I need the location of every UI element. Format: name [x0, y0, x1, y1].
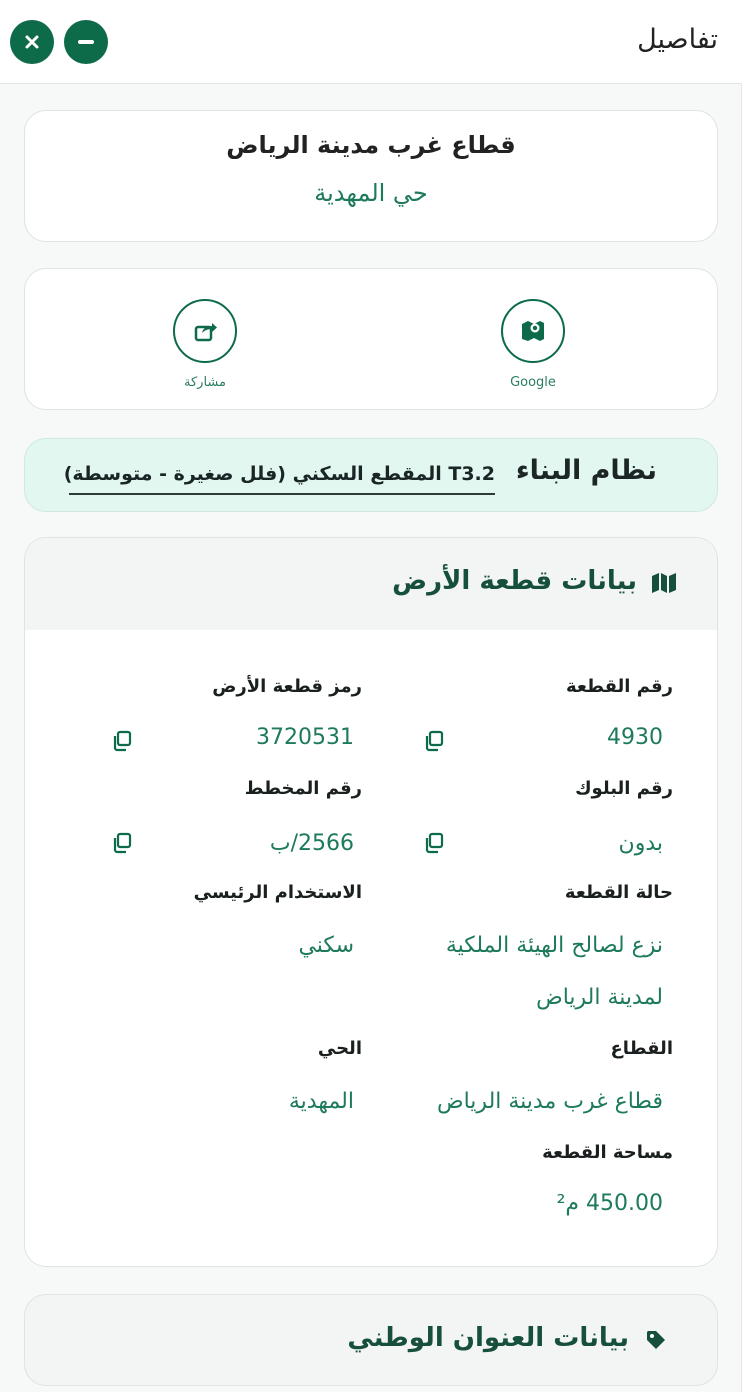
google-label: Google [510, 375, 556, 390]
land-data-title: بيانات قطعة الأرض [392, 566, 637, 596]
map-icon [651, 572, 677, 594]
copy-icon[interactable] [111, 730, 133, 752]
field-main-use [62, 882, 362, 903]
plan-number-value: 2566/ب [269, 831, 354, 856]
field-land-code [62, 676, 362, 697]
google-maps-ring [501, 299, 565, 363]
district-name: حي المهدية [314, 179, 428, 207]
field-label: رقم القطعة [565, 676, 673, 697]
share-label: مشاركة [184, 375, 226, 390]
building-system-value[interactable]: T3.2 المقطع السكني (فلل صغيرة - متوسطة) [69, 463, 495, 495]
field-label: الحي [317, 1038, 362, 1059]
field-label: الاستخدام الرئيسي [193, 882, 362, 903]
field-plot-status [383, 882, 673, 903]
sector-value: قطاع غرب مدينة الرياض [437, 1089, 663, 1114]
national-address-card[interactable] [24, 1294, 718, 1386]
field-label: حالة القطعة [564, 882, 673, 903]
tag-icon [645, 1329, 667, 1351]
share-icon [191, 317, 219, 345]
plot-status-value-line1: نزع لصالح الهيئة الملكية [445, 933, 663, 958]
land-code-value: 3720531 [256, 725, 354, 750]
minimize-icon [78, 40, 94, 44]
share-ring [173, 299, 237, 363]
copy-icon[interactable] [423, 730, 445, 752]
field-sector-value [353, 1076, 663, 1128]
building-system-bar [24, 438, 718, 512]
field-label: رقم البلوك [575, 778, 673, 799]
national-address-title: بيانات العنوان الوطني [347, 1323, 629, 1353]
panel-header [0, 0, 742, 84]
copy-icon[interactable] [111, 832, 133, 854]
field-district [62, 1038, 362, 1059]
copy-icon[interactable] [423, 832, 445, 854]
field-main-use-value [74, 920, 354, 972]
map-icon [519, 317, 547, 345]
field-area-value [383, 1178, 663, 1230]
field-plan-number [62, 778, 362, 799]
close-button[interactable] [10, 20, 54, 64]
land-data-header[interactable] [25, 538, 717, 630]
land-data-card [24, 537, 718, 1267]
plot-status-value-line2: لمدينة الرياض [536, 985, 663, 1010]
district-value: المهدية [288, 1089, 354, 1114]
field-area [383, 1142, 673, 1163]
actions-card [24, 268, 718, 410]
field-label: رمز قطعة الأرض [212, 676, 362, 697]
share-button[interactable] [145, 299, 265, 390]
field-label: رقم المخطط [244, 778, 362, 799]
field-label: القطاع [610, 1038, 673, 1059]
field-block-number [383, 778, 673, 799]
plot-number-value: 4930 [607, 725, 663, 750]
page-title: تفاصيل [637, 24, 718, 55]
block-number-value: بدون [618, 831, 663, 856]
minimize-button[interactable] [64, 20, 108, 64]
field-plot-number [383, 676, 673, 697]
sector-name: قطاع غرب مدينة الرياض [226, 131, 516, 159]
field-district-value [74, 1076, 354, 1128]
close-icon [24, 34, 40, 50]
main-use-value: سكني [298, 933, 354, 958]
field-sector [383, 1038, 673, 1059]
location-card [24, 110, 718, 242]
google-maps-button[interactable] [473, 299, 593, 390]
field-label: مساحة القطعة [542, 1142, 673, 1163]
area-value: 450.00 م² [556, 1191, 663, 1216]
field-plot-status-value [353, 920, 663, 1024]
building-system-label: نظام البناء [515, 455, 657, 486]
